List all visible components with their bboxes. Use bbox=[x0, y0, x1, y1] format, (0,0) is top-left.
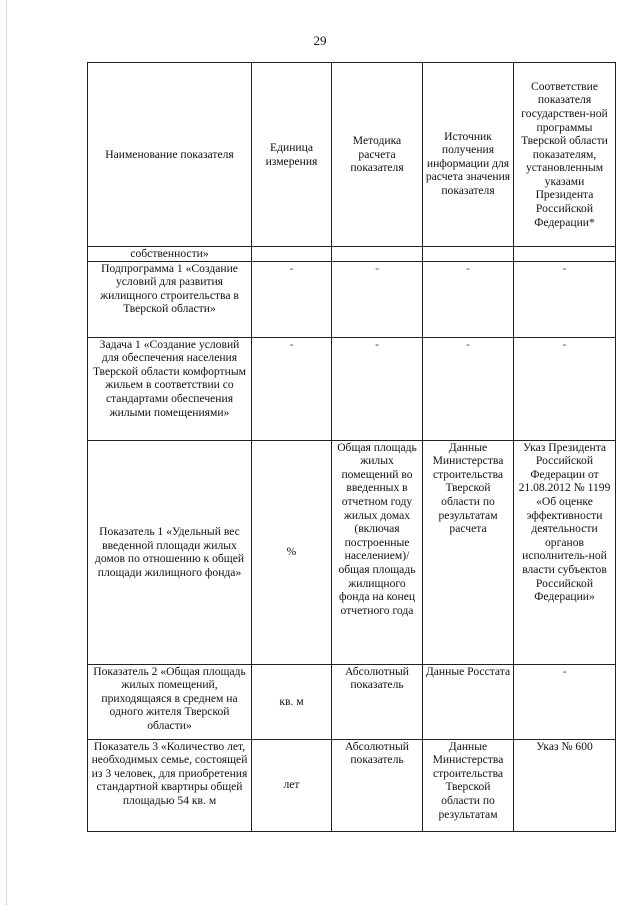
scan-edge-artifact bbox=[6, 0, 9, 905]
indicators-table bbox=[87, 62, 616, 832]
cell-compliance: - bbox=[514, 337, 616, 440]
cell-compliance: Указ № 600 bbox=[514, 739, 616, 831]
cell-unit: - bbox=[252, 337, 332, 440]
cell-method: - bbox=[332, 337, 423, 440]
header-compliance: Соответствие показателя государствен-ной программы Тверской области показателям, установленным указами Президента Российской Федерации* bbox=[514, 63, 616, 247]
cell-source: Данные Министерства строительства Тверской области по результатам bbox=[423, 739, 514, 831]
cell-unit: - bbox=[252, 261, 332, 337]
cell-indicator-name: собственности» bbox=[88, 247, 252, 262]
cell-unit bbox=[252, 247, 332, 262]
page-number: 29 bbox=[313, 33, 327, 48]
cell-unit: лет bbox=[252, 739, 332, 831]
cell-indicator-name: Показатель 3 «Количество лет, необходимых семье, состоящей из 3 человек, для приобретения стандартной квартиры общей площадью 54 кв. м bbox=[88, 739, 252, 831]
cell-source: Данные Министерства строительства Тверской области по результатам расчета bbox=[423, 440, 514, 664]
header-unit: Единица измерения bbox=[252, 63, 332, 247]
cell-source: Данные Росстата bbox=[423, 664, 514, 739]
cell-source: - bbox=[423, 261, 514, 337]
header-method: Методика расчета показателя bbox=[332, 63, 423, 247]
header-source: Источник получения информации для расчета значения показателя bbox=[423, 63, 514, 247]
table-row bbox=[88, 247, 616, 262]
cell-compliance: Указ Президента Российской Федерации от 21.08.2012 № 1199 «Об оценке эффективности деятельности органов исполнитель-ной власти субъектов Российской Федерации» bbox=[514, 440, 616, 664]
table-row bbox=[88, 337, 616, 440]
cell-compliance: - bbox=[514, 261, 616, 337]
cell-compliance: - bbox=[514, 664, 616, 739]
cell-method: - bbox=[332, 261, 423, 337]
cell-unit: кв. м bbox=[252, 664, 332, 739]
cell-compliance bbox=[514, 247, 616, 262]
cell-indicator-name: Показатель 1 «Удельный вес введенной площади жилых домов по отношению к общей площади жилищного фонда» bbox=[88, 440, 252, 664]
cell-unit: % bbox=[252, 440, 332, 664]
cell-source: - bbox=[423, 337, 514, 440]
table-row bbox=[88, 261, 616, 337]
cell-method: Общая площадь жилых помещений во введенных в отчетном году жилых домах (включая построенные населением)/ общая площадь жилищного фонда на конец отчетного года bbox=[332, 440, 423, 664]
table-header-row bbox=[88, 63, 616, 247]
table-row bbox=[88, 440, 616, 664]
cell-indicator-name: Задача 1 «Создание условий для обеспечения населения Тверской области комфортным жильем в соответствии со стандартами обеспечения жилыми помещениями» bbox=[88, 337, 252, 440]
cell-source bbox=[423, 247, 514, 262]
header-indicator-name: Наименование показателя bbox=[88, 63, 252, 247]
cell-method: Абсолютный показатель bbox=[332, 664, 423, 739]
cell-method bbox=[332, 247, 423, 262]
cell-method: Абсолютный показатель bbox=[332, 739, 423, 831]
table-row bbox=[88, 664, 616, 739]
cell-indicator-name: Показатель 2 «Общая площадь жилых помещений, приходящаяся в среднем на одного жителя Тверской области» bbox=[88, 664, 252, 739]
cell-indicator-name: Подпрограмма 1 «Создание условий для развития жилищного строительства в Тверской области» bbox=[88, 261, 252, 337]
table-row bbox=[88, 739, 616, 831]
